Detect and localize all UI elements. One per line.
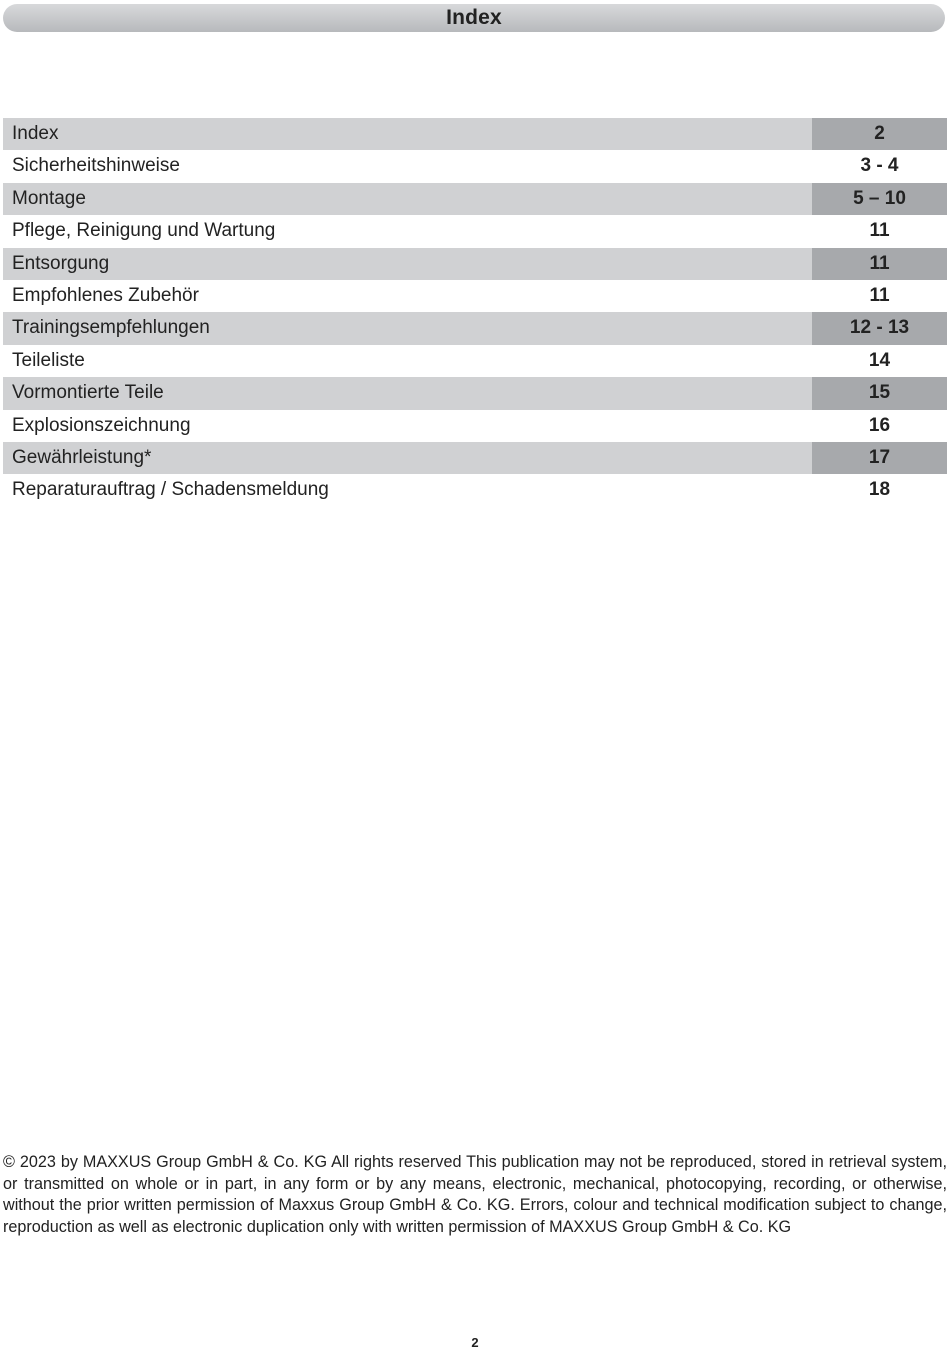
toc-row-reparaturauftrag[interactable]: [3, 474, 947, 506]
toc-label: Vormontierte Teile: [12, 382, 164, 404]
table-of-contents: [3, 118, 947, 507]
toc-label: Montage: [12, 187, 86, 209]
toc-page-number: 2: [812, 118, 947, 150]
toc-label: Index: [12, 123, 59, 144]
toc-row-index[interactable]: [3, 118, 947, 150]
toc-page-number: 16: [868, 414, 891, 436]
toc-row-zubehoer[interactable]: [3, 280, 947, 312]
toc-page-number: 11: [812, 248, 947, 280]
toc-page-number: 11: [869, 220, 890, 242]
toc-row-sicherheitshinweise[interactable]: [3, 150, 947, 182]
toc-page-number: 12 - 13: [812, 312, 947, 344]
toc-page-number: 14: [868, 349, 891, 371]
toc-page-number: 3 - 4: [860, 155, 899, 177]
toc-label: Sicherheitshinweise: [12, 155, 180, 177]
toc-row-montage[interactable]: [3, 183, 947, 215]
page-number: 2: [471, 1335, 479, 1350]
toc-row-teileliste[interactable]: [3, 345, 947, 377]
toc-label: Teileliste: [12, 349, 85, 371]
toc-label: Entsorgung: [12, 252, 110, 274]
toc-page-number: 11: [869, 284, 890, 306]
toc-page-number: 18: [868, 479, 891, 501]
toc-label: Gewährleistung*: [12, 446, 152, 468]
page-title: Index: [446, 6, 502, 29]
toc-label: Explosionszeichnung: [12, 414, 191, 436]
toc-row-pflege[interactable]: [3, 215, 947, 247]
toc-row-vormontierte-teile[interactable]: [3, 377, 947, 409]
toc-page-number: 17: [812, 442, 947, 474]
copyright-notice: © 2023 by MAXXUS Group GmbH & Co. KG All rights reserved This publication may not be reproduced, stored in retrieval system, or transmitted on whole or in part, in any form or by any means, electronic, mechanical, photocopying, recording, or otherwise, without the prior written permission of Maxxus Group GmbH & Co. KG. Errors, colour and technical modification subject to change, reproduction as well as electronic duplication only with written permission of MAXXUS Group GmbH & Co. KG: [3, 1153, 947, 1236]
title-bar: [3, 4, 945, 32]
toc-row-trainingsempfehlungen[interactable]: [3, 312, 947, 344]
toc-row-entsorgung[interactable]: [3, 248, 947, 280]
toc-row-gewaehrleistung[interactable]: [3, 442, 947, 474]
toc-label: Trainingsempfehlungen: [12, 317, 210, 339]
toc-page-number: 5 – 10: [812, 183, 947, 215]
toc-row-explosionszeichnung[interactable]: [3, 410, 947, 442]
toc-label: Pflege, Reinigung und Wartung: [12, 220, 276, 242]
toc-label: Reparaturauftrag / Schadensmeldung: [12, 479, 329, 501]
toc-page-number: 15: [812, 377, 947, 409]
toc-label: Empfohlenes Zubehör: [12, 284, 199, 306]
